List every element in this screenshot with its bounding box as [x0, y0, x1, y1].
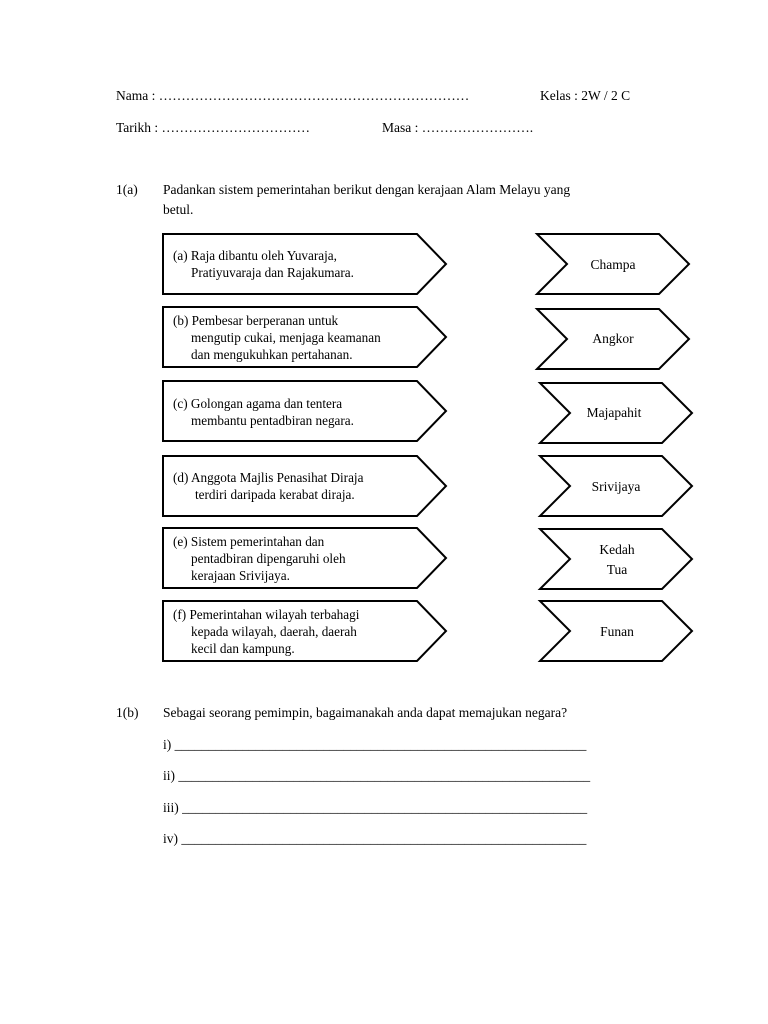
- question-1b-number: 1(b): [116, 705, 139, 720]
- date-field-label: Tarikh : ……………………………: [116, 120, 311, 135]
- statement-e: (e) Sistem pemerintahan dan pentadbiran dipengaruhi oleh kerajaan Srivijaya.: [173, 534, 346, 583]
- statement-b: (b) Pembesar berperanan untuk mengutip cukai, menjaga keamanan dan mengukuhkan pertahanan.: [173, 313, 381, 362]
- statement-c: (c) Golongan agama dan tentera membantu pentadbiran negara.: [173, 396, 354, 428]
- answer-line-iv[interactable]: iv) ____________________________________________________________: [163, 831, 587, 846]
- question-1a-number: 1(a): [116, 182, 138, 197]
- kingdom-majapahit: Majapahit: [586, 405, 642, 420]
- kingdom-funan: Funan: [600, 624, 634, 639]
- time-field-label: Masa : …………………….: [382, 120, 534, 135]
- kingdom-champa: Champa: [590, 257, 636, 272]
- kingdom-srivijaya: Srivijaya: [591, 479, 641, 494]
- statement-a: (a) Raja dibantu oleh Yuvaraja, Pratiyuvaraja dan Rajakumara.: [173, 248, 354, 280]
- question-1a-prompt-line2: betul.: [163, 202, 194, 217]
- class-label: Kelas : 2W / 2 C: [540, 88, 631, 103]
- question-1b-prompt: Sebagai seorang pemimpin, bagaimanakah anda dapat memajukan negara?: [163, 705, 568, 720]
- kingdom-angkor: Angkor: [592, 331, 634, 346]
- kingdom-kedah-tua: Kedah Tua: [599, 542, 635, 577]
- statement-f: (f) Pemerintahan wilayah terbahagi kepada wilayah, daerah, daerah kecil dan kampung.: [173, 607, 360, 656]
- answer-line-ii[interactable]: ii) _____________________________________________________________: [163, 768, 591, 783]
- answer-line-iii[interactable]: iii) ____________________________________________________________: [163, 800, 588, 815]
- answer-line-i[interactable]: i) _____________________________________________________________: [163, 737, 587, 752]
- question-1a-prompt-line1: Padankan sistem pemerintahan berikut dengan kerajaan Alam Melayu yang: [163, 182, 571, 197]
- statement-d: (d) Anggota Majlis Penasihat Diraja terdiri daripada kerabat diraja.: [173, 470, 364, 502]
- name-field-label: Nama : ……………………………………………………………: [116, 88, 470, 103]
